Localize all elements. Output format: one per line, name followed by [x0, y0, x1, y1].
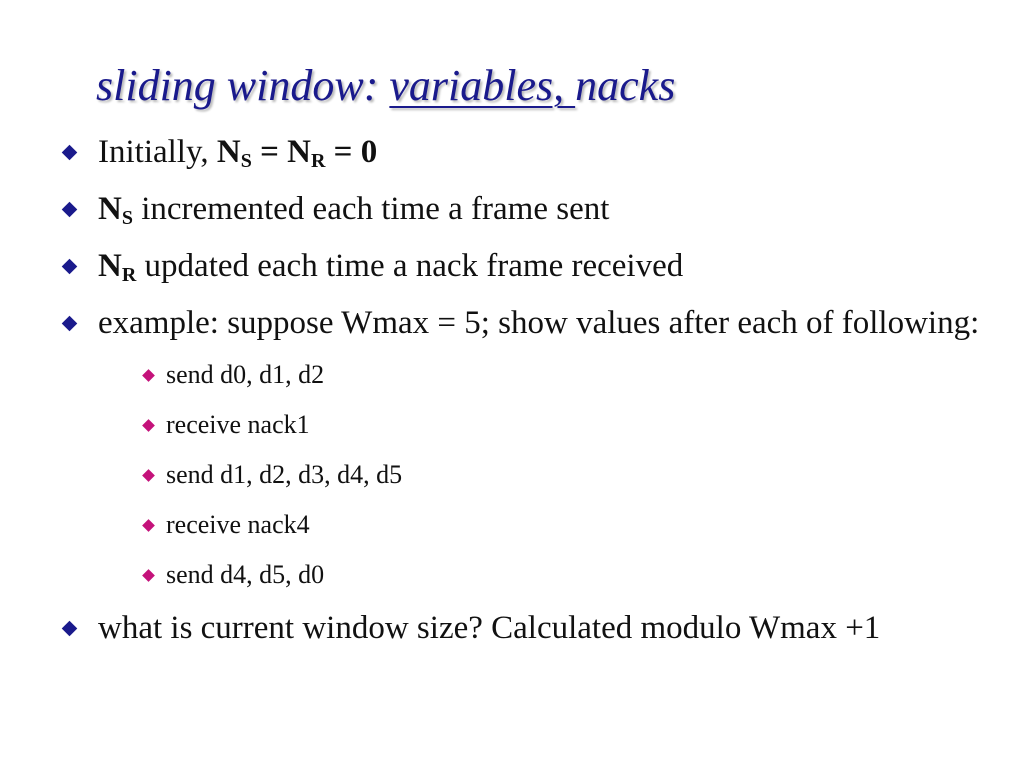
equals-sign: =: [251, 134, 288, 170]
diamond-sub-bullet-icon: [142, 519, 155, 532]
sub-bullet-item: [144, 456, 984, 494]
title-rest: nacks: [575, 61, 676, 110]
bullet-window-size: [64, 606, 984, 651]
sub-bullet-text: receive nack1: [166, 410, 310, 439]
sub-bullet-list: [98, 356, 984, 594]
ns-subscript: S: [121, 207, 133, 229]
bullet-text: what is current window size? Calculated modulo Wmax +1: [98, 610, 881, 646]
bullet-text: Initially,: [98, 134, 217, 170]
diamond-sub-bullet-icon: [142, 419, 155, 432]
bullet-ns-incremented: [64, 187, 984, 232]
sub-bullet-item: [144, 556, 984, 594]
diamond-sub-bullet-icon: [142, 469, 155, 482]
diamond-bullet-icon: [62, 316, 78, 332]
diamond-sub-bullet-icon: [142, 369, 155, 382]
bullet-example: [64, 301, 984, 594]
bullet-text: updated each time a nack frame received: [136, 248, 684, 284]
ns-symbol: [217, 134, 377, 170]
sub-bullet-text: send d4, d5, d0: [166, 560, 325, 589]
ns-main: N: [216, 134, 241, 170]
nr-subscript: R: [121, 264, 137, 286]
diamond-bullet-icon: [62, 259, 78, 275]
title-underlined: variables,: [389, 61, 576, 110]
diamond-sub-bullet-icon: [142, 569, 155, 582]
bullet-text: example: suppose Wmax = 5; show values after each of following:: [98, 305, 980, 341]
sub-bullet-item: [144, 506, 984, 544]
ns-subscript: S: [240, 150, 252, 172]
sub-bullet-item: [144, 406, 984, 444]
nr-subscript: R: [310, 150, 326, 172]
diamond-bullet-icon: [62, 621, 78, 637]
ns-symbol: [98, 191, 133, 227]
equals-zero: = 0: [325, 134, 378, 170]
sub-bullet-text: send d1, d2, d3, d4, d5: [166, 460, 403, 489]
ns-main: N: [98, 191, 122, 227]
nr-main: N: [287, 134, 311, 170]
bullet-nr-updated: [64, 244, 984, 289]
diamond-bullet-icon: [62, 145, 78, 161]
bullet-text: incremented each time a frame sent: [132, 191, 610, 227]
bullet-list: [64, 130, 984, 663]
nr-symbol: [98, 248, 136, 284]
sub-bullet-item: [144, 356, 984, 394]
title-plain: sliding window:: [96, 61, 390, 110]
diamond-bullet-icon: [62, 202, 78, 218]
bullet-initially: [64, 130, 984, 175]
nr-main: N: [98, 248, 122, 284]
sub-bullet-text: receive nack4: [166, 510, 310, 539]
sub-bullet-text: send d0, d1, d2: [166, 360, 325, 389]
slide-title: [96, 56, 675, 116]
